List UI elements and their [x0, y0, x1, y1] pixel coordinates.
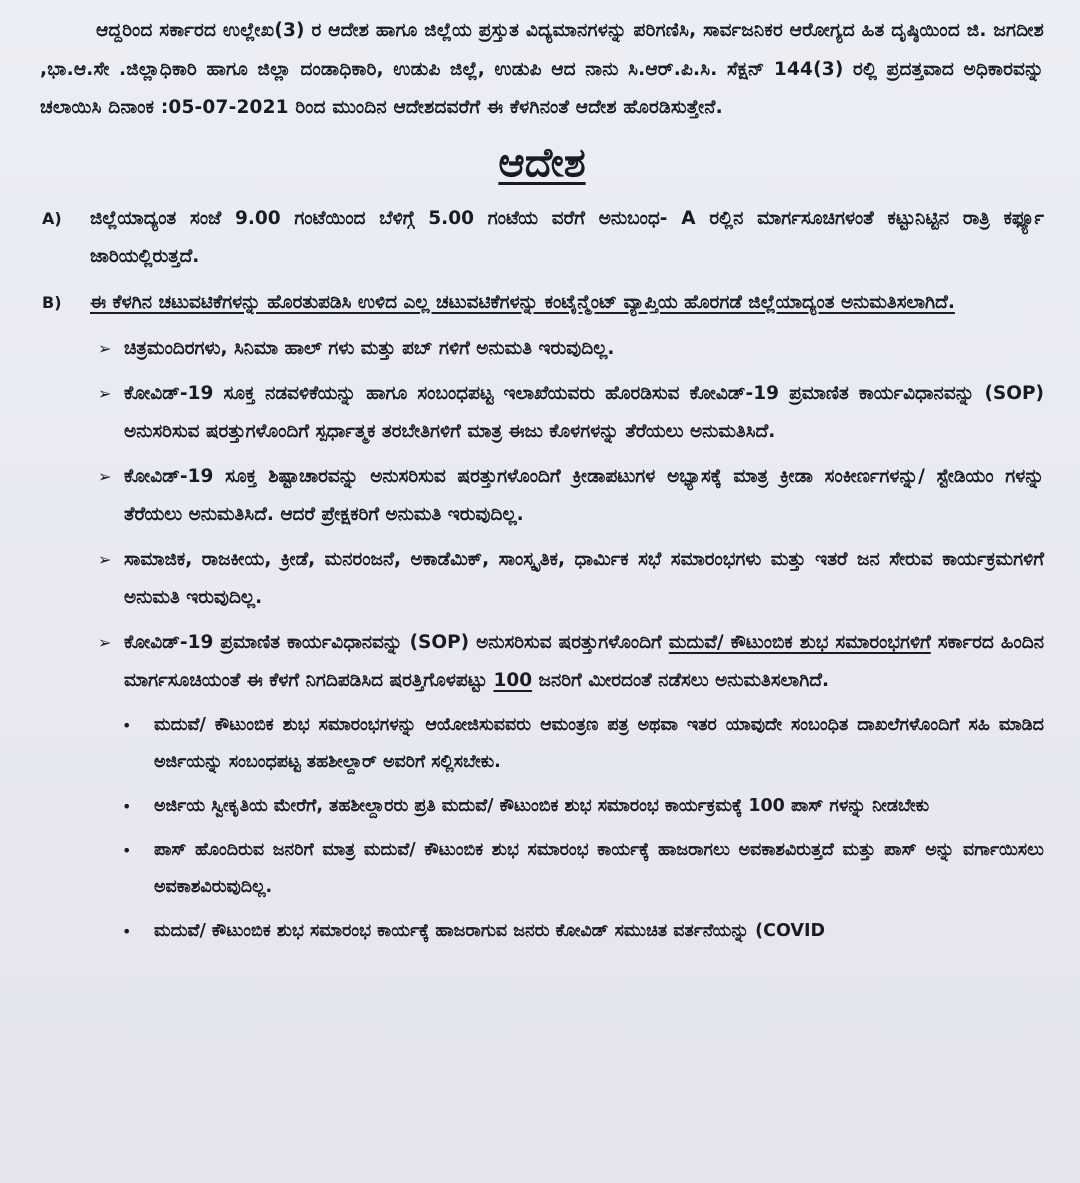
bullet-text: ಮದುವೆ/ ಕೌಟುಂಬಿಕ ಶುಭ ಸಮಾರಂಭ ಕಾರ್ಯಕ್ಕೆ ಹಾಜರಾಗುವ ಜನರು ಕೋವಿಡ್ ಸಮುಚಿತ ವರ್ತನೆಯನ್ನು (COVID	[154, 920, 825, 941]
bullet-item	[40, 788, 1044, 825]
marriage-text-underlined: ಮದುವೆ/ ಕೌಟುಂಬಿಕ ಶುಭ ಸಮಾರಂಭಗಳಿಗೆ	[668, 631, 931, 653]
order-item-a	[40, 200, 1044, 276]
marriage-count: 100	[493, 669, 533, 691]
sub-item-text: ಸಾಮಾಜಿಕ, ರಾಜಕೀಯ, ಕ್ರೀಡೆ, ಮನರಂಜನೆ, ಅಕಾಡೆಮಿಕ್, ಸಾಂಸ್ಕೃತಿಕ, ಧಾರ್ಮಿಕ ಸಭೆ ಸಮಾರಂಭಗಳು ಮತ್ತು ಇತರೆ ಜನ ಸೇರುವ ಕಾರ್ಯಕ್ರಮಗಳಿಗೆ ಅನುಮತಿ ಇರುವುದಿಲ್ಲ.	[124, 548, 1044, 608]
item-b-text: ಈ ಕೆಳಗಿನ ಚಟುವಟಿಕೆಗಳನ್ನು ಹೊರತುಪಡಿಸಿ ಉಳಿದ ಎಲ್ಲ ಚಟುವಟಿಕೆಗಳನ್ನು ಕಂಟೈನ್ಮೆಂಟ್ ವ್ಯಾಪ್ತಿಯ ಹೊರಗಡೆ ಜಿಲ್ಲೆಯಾದ್ಯಂತ ಅನುಮತಿಸಲಾಗಿದೆ.	[90, 291, 955, 313]
marriage-text-post: ಜನರಿಗೆ ಮೀರದಂತೆ ನಡೆಸಲು ಅನುಮತಿಸಲಾಗಿದೆ.	[532, 669, 830, 691]
bullet-dot-icon: •	[122, 796, 132, 816]
order-heading: ಆದೇಶ	[498, 139, 586, 186]
arrow-bullet-icon: ➢	[98, 383, 112, 403]
arrow-bullet-icon: ➢	[98, 549, 112, 569]
arrow-bullet-icon: ➢	[98, 338, 112, 358]
arrow-bullet-icon: ➢	[98, 632, 112, 652]
sub-item-text	[124, 624, 1044, 700]
sub-item-text: ಕೋವಿಡ್-19 ಸೂಕ್ತ ನಡವಳಿಕೆಯನ್ನು ಹಾಗೂ ಸಂಬಂಧಪಟ್ಟ ಇಲಾಖೆಯವರು ಹೊರಡಿಸುವ ಕೋವಿಡ್-19 ಪ್ರಮಾಣಿತ ಕಾರ್ಯವಿಧಾನವನ್ನು (SOP) ಅನುಸರಿಸುವ ಷರತ್ತುಗಳೊಂದಿಗೆ ಸ್ಪರ್ಧಾತ್ಮಕ ತರಬೇತಿಗಳಿಗೆ ಮಾತ್ರ ಈಜು ಕೊಳಗಳನ್ನು ತೆರೆಯಲು ಅನುಮತಿಸಿದೆ.	[124, 382, 1044, 442]
bullet-dot-icon: •	[122, 840, 132, 860]
marriage-text-pre: ಕೋವಿಡ್-19 ಪ್ರಮಾಣಿತ ಕಾರ್ಯವಿಧಾನವನ್ನು (SOP) ಅನುಸರಿಸುವ ಷರತ್ತುಗಳೊಂದಿಗೆ	[124, 631, 669, 653]
item-marker: A)	[42, 208, 62, 228]
marriage-text-mid: ಸರ್ಕಾರದ ಹಿಂದಿನ ಮಾರ್ಗಸೂಚಿಯಂತೆ ಈ ಕೆಳಗೆ ನಿಗದಿಪಡಿಸಿದ ಷರತ್ತಿಗೊಳಪಟ್ಟು	[124, 631, 1044, 691]
item-marker: B)	[42, 292, 62, 312]
bullet-dot-icon: •	[122, 921, 132, 941]
sub-item	[40, 330, 1044, 368]
arrow-bullet-icon: ➢	[98, 466, 112, 486]
sub-item-marriage	[40, 624, 1044, 700]
bullet-text: ಅರ್ಜಿಯ ಸ್ವೀಕೃತಿಯ ಮೇರೆಗೆ, ತಹಶೀಲ್ದಾರರು ಪ್ರತಿ ಮದುವೆ/ ಕೌಟುಂಬಿಕ ಶುಭ ಸಮಾರಂಭ ಕಾರ್ಯಕ್ರಮಕ್ಕೆ 100 ಪಾಸ್ ಗಳನ್ನು ನೀಡಬೇಕು	[154, 795, 930, 816]
bullet-item	[40, 913, 1044, 950]
item-a-text: ಜಿಲ್ಲೆಯಾದ್ಯಂತ ಸಂಜೆ 9.00 ಗಂಟೆಯಿಂದ ಬೆಳಿಗ್ಗೆ 5.00 ಗಂಟೆಯ ವರೆಗೆ ಅನುಬಂಧ- A ರಲ್ಲಿನ ಮಾರ್ಗಸೂಚಿಗಳಂತೆ ಕಟ್ಟುನಿಟ್ಟಿನ ರಾತ್ರಿ ಕರ್ಫ್ಯೂ ಜಾರಿಯಲ್ಲಿರುತ್ತದೆ.	[90, 207, 1044, 267]
bullet-text: ಮದುವೆ/ ಕೌಟುಂಬಿಕ ಶುಭ ಸಮಾರಂಭಗಳನ್ನು ಆಯೋಜಿಸುವವರು ಆಮಂತ್ರಣ ಪತ್ರ ಅಥವಾ ಇತರ ಯಾವುದೇ ಸಂಬಂಧಿತ ದಾಖಲೆಗಳೊಂದಿಗೆ ಸಹಿ ಮಾಡಿದ ಅರ್ಜಿಯನ್ನು ಸಂಬಂಧಪಟ್ಟ ತಹಶೀಲ್ದಾರ್ ಅವರಿಗೆ ಸಲ್ಲಿಸಬೇಕು.	[154, 714, 1044, 772]
sub-item	[40, 458, 1044, 534]
sub-item-text: ಚಿತ್ರಮಂದಿರಗಳು, ಸಿನಿಮಾ ಹಾಲ್ ಗಳು ಮತ್ತು ಪಬ್ ಗಳಿಗೆ ಅನುಮತಿ ಇರುವುದಿಲ್ಲ.	[124, 337, 615, 359]
intro-paragraph: ಆದ್ದರಿಂದ ಸರ್ಕಾರದ ಉಲ್ಲೇಖ(3) ರ ಆದೇಶ ಹಾಗೂ ಜಿಲ್ಲೆಯ ಪ್ರಸ್ತುತ ವಿದ್ಯಮಾನಗಳನ್ನು ಪರಿಗಣಿಸಿ, ಸಾರ್ವಜನಿಕರ ಆರೋಗ್ಯದ ಹಿತ ದೃಷ್ಠಿಯಿಂದ ಜಿ. ಜಗದೀಶ ,ಭಾ.ಆ.ಸೇ .ಜಿಲ್ಲಾಧಿಕಾರಿ ಹಾಗೂ ಜಿಲ್ಲಾ ದಂಡಾಧಿಕಾರಿ, ಉಡುಪಿ ಜಿಲ್ಲೆ, ಉಡುಪಿ ಆದ ನಾನು ಸಿ.ಆರ್.ಪಿ.ಸಿ. ಸೆಕ್ಷನ್ 144(3) ರಲ್ಲಿ ಪ್ರದತ್ತವಾದ ಅಧಿಕಾರವನ್ನು ಚಲಾಯಿಸಿ ದಿನಾಂಕ :05-07-2021 ರಿಂದ ಮುಂದಿನ ಆದೇಶದವರೆಗೆ ಈ ಕೆಳಗಿನಂತೆ ಆದೇಶ ಹೊರಡಿಸುತ್ತೇನೆ.	[40, 20, 1044, 118]
bullet-text: ಪಾಸ್ ಹೊಂದಿರುವ ಜನರಿಗೆ ಮಾತ್ರ ಮದುವೆ/ ಕೌಟುಂಬಿಕ ಶುಭ ಸಮಾರಂಭ ಕಾರ್ಯಕ್ಕೆ ಹಾಜರಾಗಲು ಅವಕಾಶವಿರುತ್ತದೆ ಮತ್ತು ಪಾಸ್ ಅನ್ನು ವರ್ಗಾಯಿಸಲು ಅವಕಾಶವಿರುವುದಿಲ್ಲ.	[154, 839, 1044, 897]
bullet-item	[40, 832, 1044, 906]
sub-item-text: ಕೋವಿಡ್-19 ಸೂಕ್ತ ಶಿಷ್ಟಾಚಾರವನ್ನು ಅನುಸರಿಸುವ ಷರತ್ತುಗಳೊಂದಿಗೆ ಕ್ರೀಡಾಪಟುಗಳ ಅಭ್ಯಾಸಕ್ಕೆ ಮಾತ್ರ ಕ್ರೀಡಾ ಸಂಕೀರ್ಣಗಳನ್ನು/ ಸ್ಟೇಡಿಯಂ ಗಳನ್ನು ತೆರೆಯಲು ಅನುಮತಿಸಿದೆ. ಆದರೆ ಪ್ರೇಕ್ಷಕರಿಗೆ ಅನುಮತಿ ಇರುವುದಿಲ್ಲ.	[124, 465, 1044, 525]
bullet-dot-icon: •	[122, 715, 132, 735]
sub-item	[40, 375, 1044, 451]
sub-item	[40, 541, 1044, 617]
bullet-item	[40, 707, 1044, 781]
order-item-b	[40, 284, 1044, 322]
